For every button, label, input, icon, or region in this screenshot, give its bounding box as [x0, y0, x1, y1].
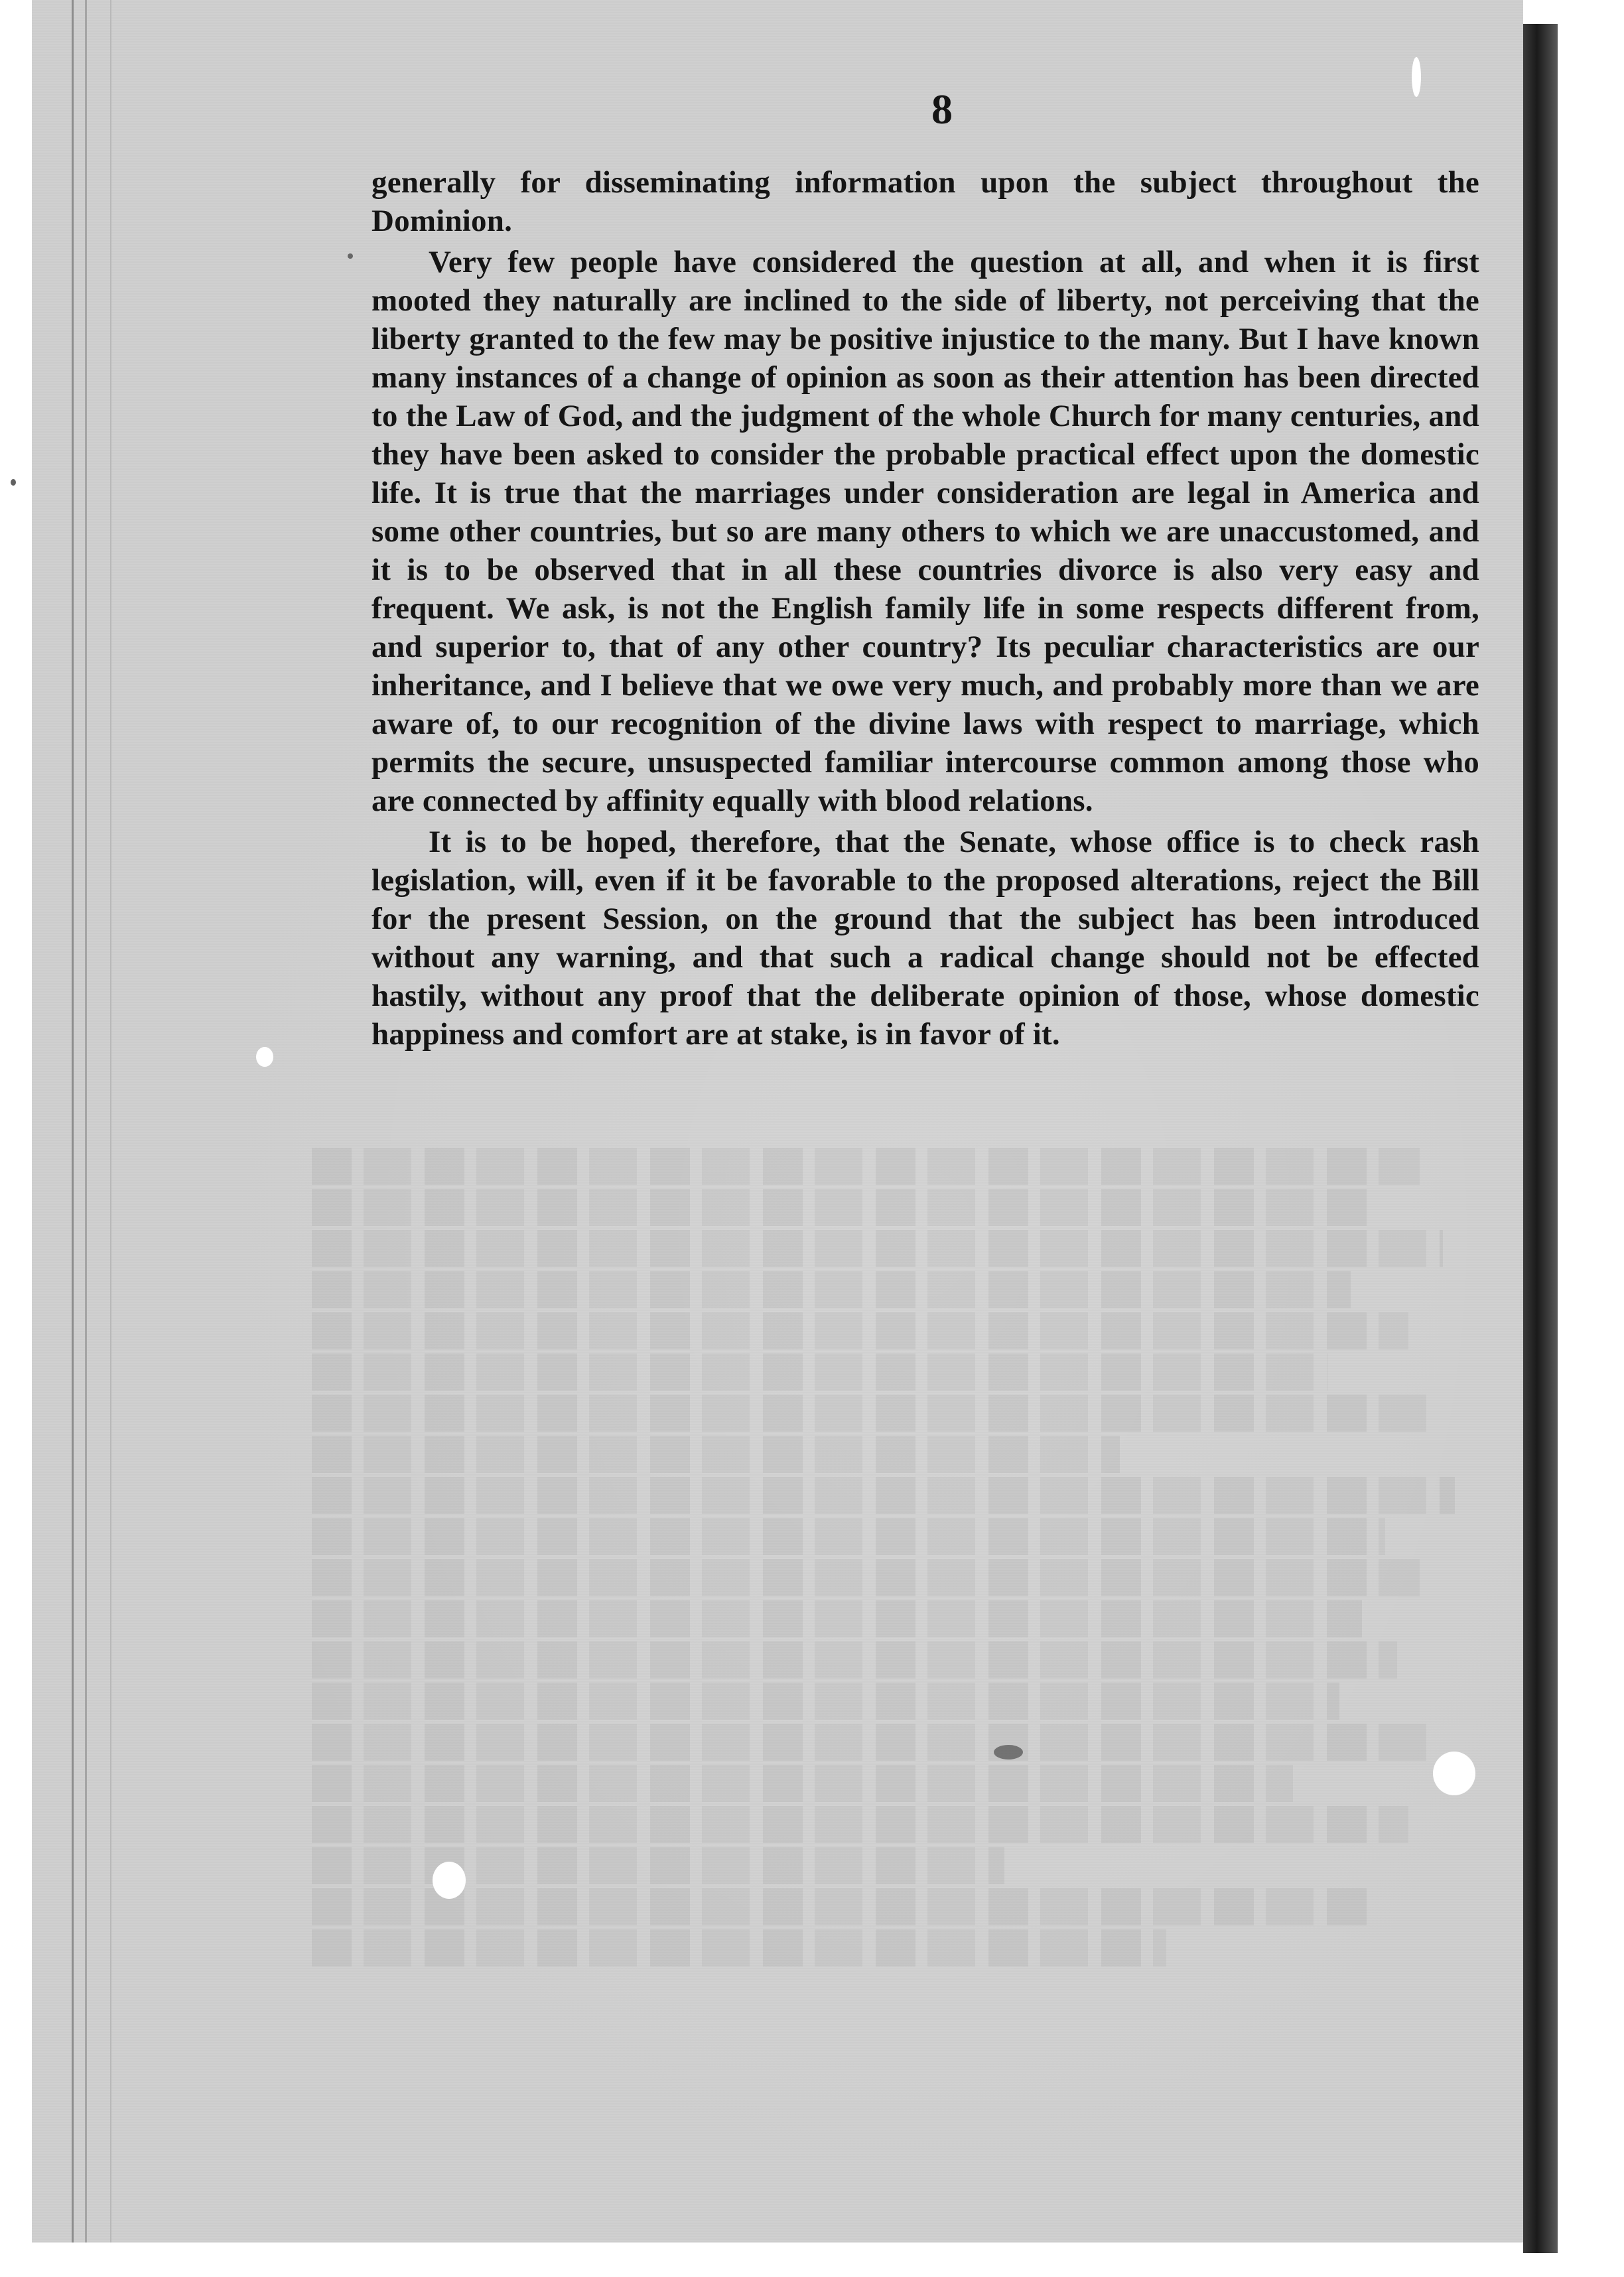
paper-speck — [994, 1745, 1023, 1760]
paragraph: Very few people have considered the question at all, and when it is first mooted they naturally are inclined to the side of liberty, not perceiving that the liberty granted to the few may be positive injustice to the many. But I have known many instances of a change of opinion as soon as their attention has been directed to the Law of God, and the judgment of the whole Church for many centuries, and they have been asked to consider the probable practical effect upon the domestic life. It is true that the marriages under consideration are legal in America and some other countries, but so are many others to which we are unaccustomed, and it is to be observed that in all these countries divorce is also very easy and frequent. We ask, is not the English family life in some respects different from, and superior to, that of any other country? Its peculiar characteristics are our inheritance, and I believe that we owe very much, and probably more than we are aware of, to our recognition of the divine laws with respect to marriage, which permits the secure, unsuspected familiar intercourse common among those who are connected by affinity equally with blood relations. — [372, 245, 1479, 818]
paragraph: It is to be hoped, therefore, that the Senate, whose office is to check rash legislation, will, even if it be favorable to the proposed alterations, reject the Bill for the present Session, on the ground that the subject has been introduced without any warning, and that such a radical change should not be effected hastily, without any proof that the deliberate opinion of those, whose domestic happiness and comfort are at stake, is in favor of it. — [372, 825, 1479, 1052]
scan-dark-edge — [1523, 24, 1558, 2253]
paragraph: generally for disseminating information upon the subject throughout the Dominion. — [372, 165, 1479, 238]
paper-speck — [11, 479, 16, 486]
page-number: 8 — [931, 86, 953, 133]
scan-left-margin — [0, 0, 32, 2277]
body-text — [372, 163, 1479, 1054]
paper-edge-line — [72, 0, 74, 2242]
paper-edge-line — [110, 0, 111, 2242]
show-through-text — [312, 1148, 1466, 1970]
scan-right-margin — [1558, 0, 1624, 2277]
scan-bottom-margin — [32, 2242, 1523, 2277]
paper-speck — [256, 1047, 273, 1067]
paper-edge-line — [85, 0, 87, 2242]
paper-speck — [433, 1862, 466, 1899]
paper-speck — [348, 253, 353, 259]
paper-speck — [1433, 1752, 1475, 1795]
paper-speck — [1412, 57, 1421, 97]
